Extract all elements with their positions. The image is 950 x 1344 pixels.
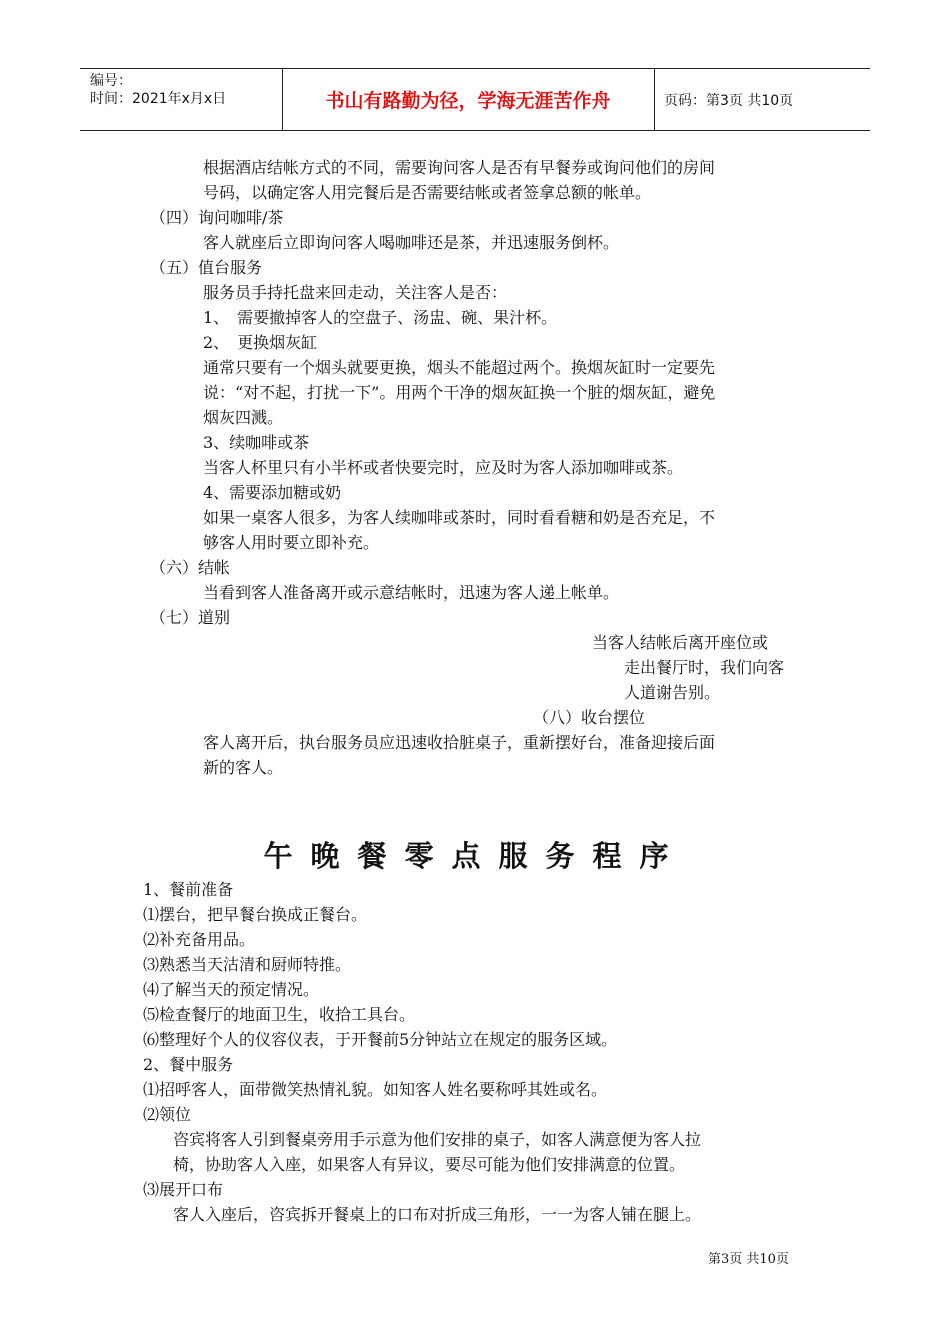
section-title: 午晚餐零点服务程序 [263,839,687,873]
text-line: 如果一桌客人很多，为客人续咖啡或茶时，同时看看糖和奶是否充足，不 [203,508,716,527]
header-motto: 书山有路勤为径，学海无涯苦作舟 [325,90,611,112]
subsection-heading: 1、餐前准备 [143,880,234,899]
list-item: ⑷了解当天的预定情况。 [143,980,320,999]
text-line: 人道谢告别。 [624,683,721,702]
text-line: 当客人杯里只有小半杯或者快要完时，应及时为客人添加咖啡或茶。 [203,458,684,477]
text-line: 服务员手持托盘来回走动，关注客人是否： [203,283,508,302]
text-line: 号码，以确定客人用完餐后是否需要结帐或者签拿总额的帐单。 [203,183,652,202]
text-line: 客人就座后立即询问客人喝咖啡还是茶，并迅速服务倒杯。 [203,233,620,252]
header-page-info: 页码：第3页 共10页 [664,92,794,109]
list-item: 4、需要添加糖或奶 [203,483,342,502]
list-item: ⑵补充备用品。 [143,930,256,949]
subsection-heading: （四）询问咖啡/茶 [150,208,284,227]
text-line: 烟灰四溅。 [203,408,284,427]
text-line: 走出餐厅时，我们向客 [624,658,785,677]
list-item: 1、 需要撤掉客人的空盘子、汤盅、碗、果汁杯。 [203,308,558,327]
subsection-heading: （八）收台摆位 [533,708,646,727]
list-item: 2、 更换烟灰缸 [203,333,318,352]
page-header [80,68,870,131]
list-item: ⑴招呼客人，面带微笑热情礼貌。如知客人姓名要称呼其姓或名。 [143,1080,608,1099]
text-line: 客人入座后，咨宾拆开餐桌上的口布对折成三角形，一一为客人铺在腿上。 [173,1205,702,1224]
text-line: 当客人结帐后离开座位或 [592,633,769,652]
subsection-heading: （六）结帐 [150,558,231,577]
text-line: 够客人用时要立即补充。 [203,533,380,552]
subsection-heading: 2、餐中服务 [143,1055,234,1074]
list-item: ⑶熟悉当天沽清和厨师特推。 [143,955,352,974]
document-date: 时间：2021年x月x日 [90,91,227,107]
text-line: 通常只要有一个烟头就要更换，烟头不能超过两个。换烟灰缸时一定要先 [203,358,716,377]
text-line: 咨宾将客人引到餐桌旁用手示意为他们安排的桌子，如客人满意便为客人拉 [173,1130,702,1149]
header-meta [90,72,226,108]
list-item: ⑵领位 [143,1105,192,1124]
list-item: ⑴摆台，把早餐台换成正餐台。 [143,905,368,924]
list-item: 3、续咖啡或茶 [203,433,310,452]
text-line: 说：“对不起，打扰一下”。用两个干净的烟灰缸换一个脏的烟灰缸，避免 [203,383,716,402]
list-item: ⑶展开口布 [143,1180,224,1199]
subsection-heading: （五）值台服务 [150,258,263,277]
text-line: 椅，协助客人入座，如果客人有异议，要尽可能为他们安排满意的位置。 [173,1155,686,1174]
header-divider [654,69,655,130]
list-item: ⑸检查餐厅的地面卫生，收拾工具台。 [143,1005,416,1024]
document-number-label: 编号： [90,73,132,89]
list-item: ⑹整理好个人的仪容仪表，于开餐前5分钟站立在规定的服务区域。 [143,1030,618,1049]
subsection-heading: （七）道别 [150,608,231,627]
text-line: 当看到客人准备离开或示意结帐时，迅速为客人递上帐单。 [203,583,620,602]
text-line: 客人离开后，执台服务员应迅速收拾脏桌子，重新摆好台，准备迎接后面 [203,733,716,752]
text-line: 新的客人。 [203,758,284,777]
text-line: 根据酒店结帐方式的不同，需要询问客人是否有早餐券或询问他们的房间 [203,158,716,177]
page-footer: 第3页 共10页 [708,1252,789,1267]
